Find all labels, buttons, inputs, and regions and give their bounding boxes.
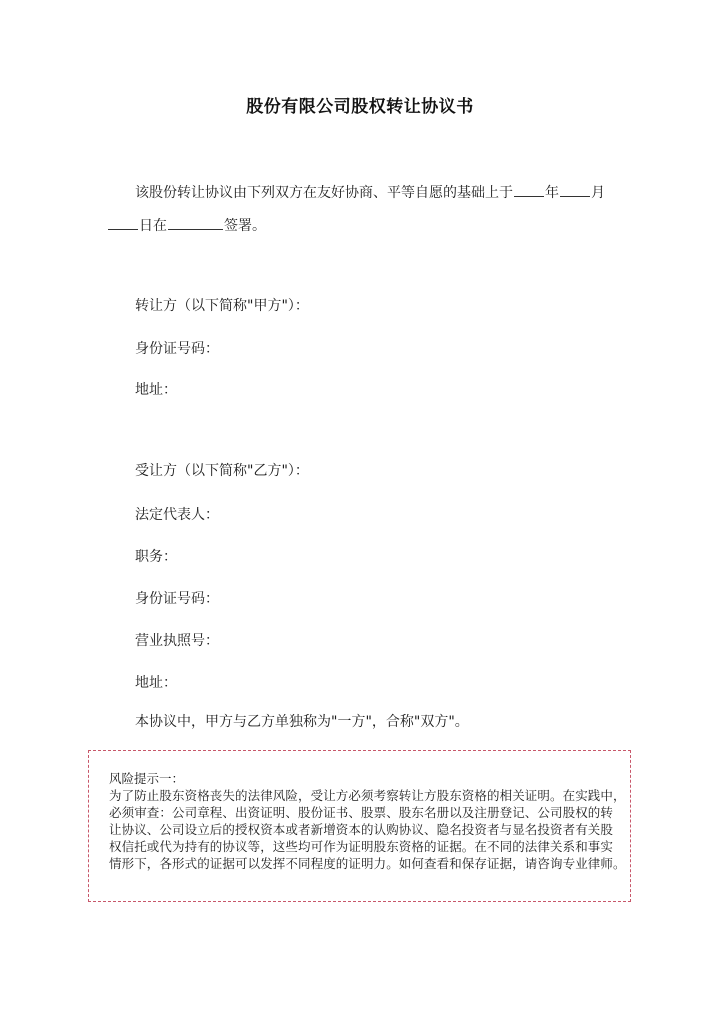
day-label: 日在: [139, 218, 167, 234]
party-b-business-license-label: 营业执照号：: [135, 633, 219, 649]
place-blank: [168, 215, 223, 230]
year-label: 年: [545, 185, 559, 201]
intro-line-2: [107, 215, 266, 236]
risk-notice-line: 情形下，各形式的证据可以发挥不同程度的证明力。如何查看和保存证据，请咨询专业律师。: [109, 856, 626, 871]
risk-notice-line: 必须审查：公司章程、出资证明、股份证书、股票、股东名册以及注册登记、公司股权的转: [109, 805, 614, 820]
party-a-heading: 转让方（以下简称"甲方"）：: [135, 298, 309, 314]
party-b-address-label: 地址：: [135, 675, 177, 691]
party-a-id-number-label: 身份证号码：: [135, 341, 219, 357]
party-b-legal-rep-label: 法定代表人：: [135, 507, 219, 523]
risk-notice-box: [88, 750, 631, 902]
party-a-address-label: 地址：: [135, 382, 177, 398]
risk-notice-line: 为了防止股东资格丧失的法律风险，受让方必须考察转让方股东资格的相关证明。在实践中，: [109, 788, 626, 803]
party-b-id-number-label: 身份证号码：: [135, 591, 219, 607]
intro-line-1: [135, 182, 605, 203]
month-blank: [560, 182, 590, 197]
party-b-position-label: 职务：: [135, 549, 177, 565]
risk-notice-line: 权信托或代为持有的协议等，这些均可作为证明股东资格的证据。在不同的法律关系和事实: [109, 839, 614, 854]
year-blank: [514, 182, 544, 197]
party-b-heading: 受让方（以下简称"乙方"）：: [135, 463, 309, 479]
risk-notice-title: 风险提示一：: [109, 771, 185, 786]
risk-notice-line: 让协议、公司设立后的授权资本或者新增资本的认购协议、隐名投资者与显名投资者有关股: [109, 822, 614, 837]
sign-label: 签署。: [224, 218, 266, 234]
document-title: 股份有限公司股权转让协议书: [246, 97, 474, 117]
intro-text: 该股份转让协议由下列双方在友好协商、平等自愿的基础上于: [135, 185, 513, 201]
definition-text: 本协议中，甲方与乙方单独称为"一方"，合称"双方"。: [135, 714, 469, 730]
month-label: 月: [591, 185, 605, 201]
day-blank: [108, 215, 138, 230]
